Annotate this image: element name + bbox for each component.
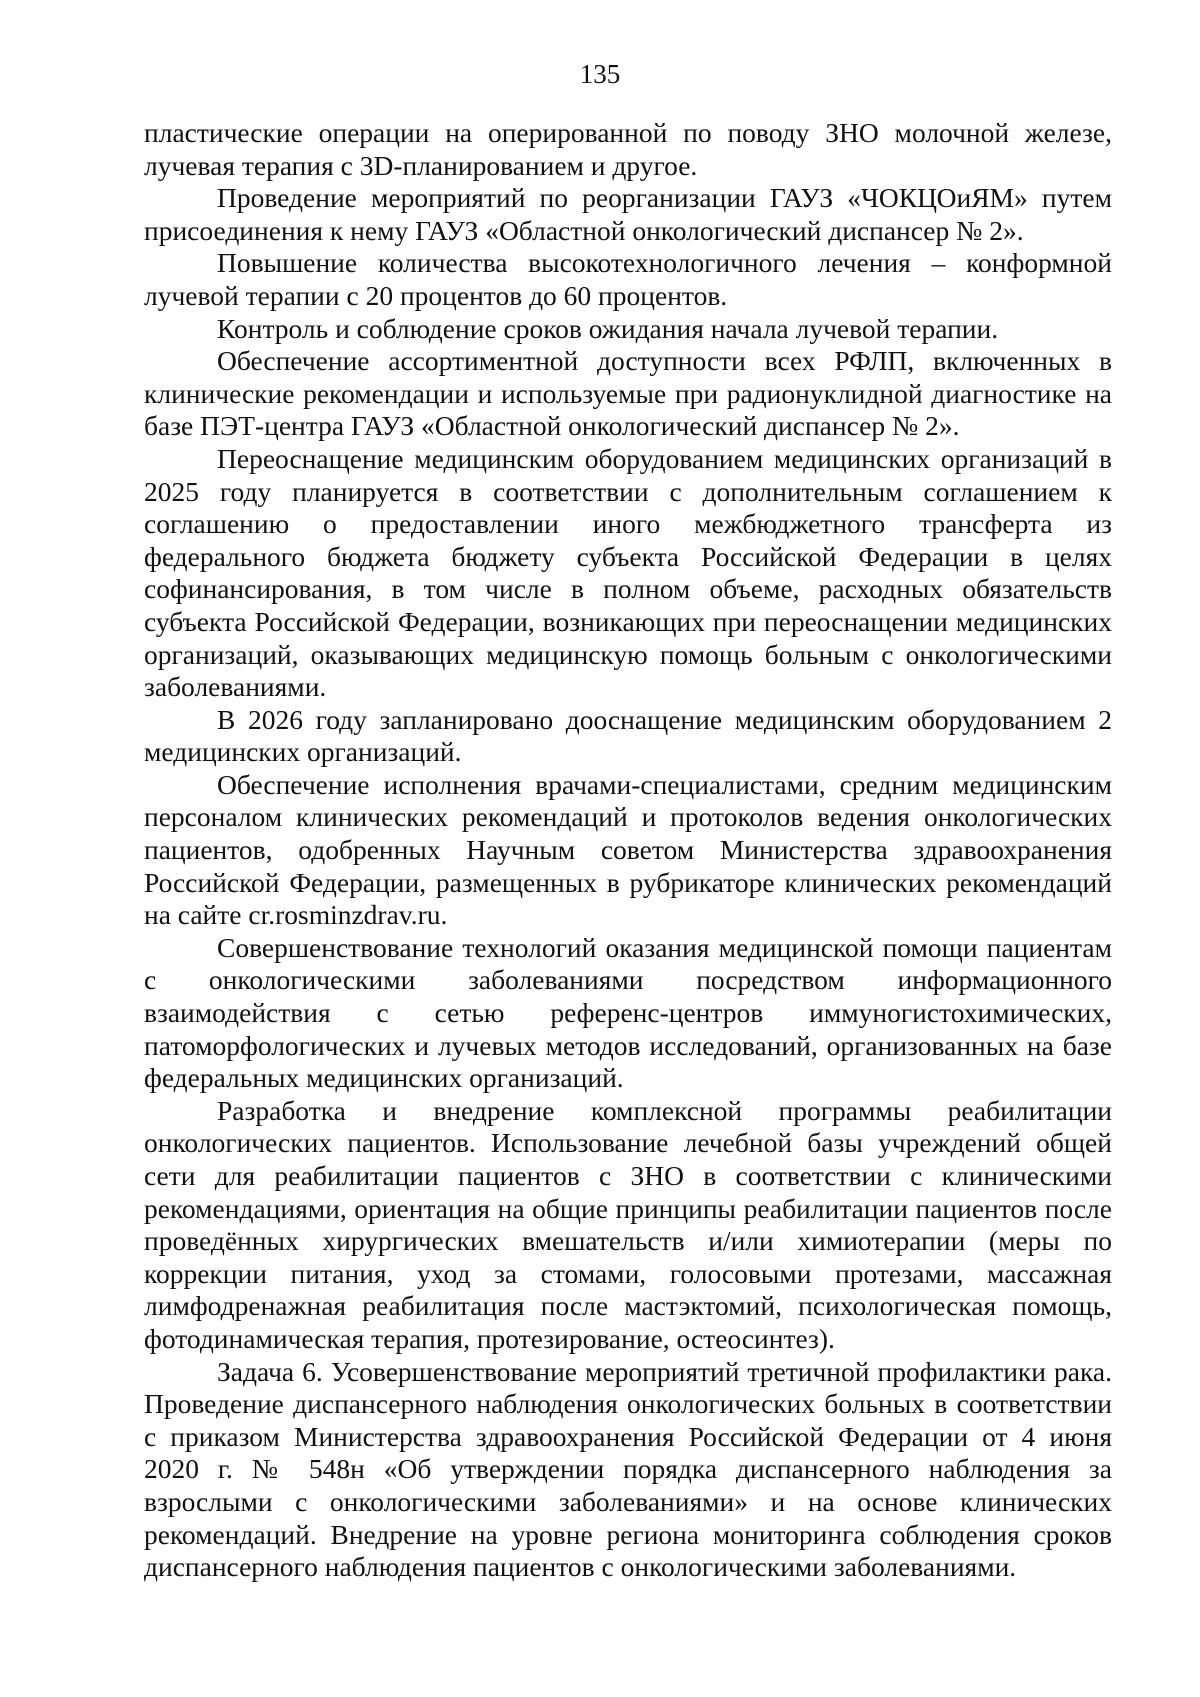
paragraph-rehabilitation-program: Разработка и внедрение комплексной программы реабилитации онкологических пациентов. Использование лечебной базы учреждений общей сети для реабилитации пациентов с ЗНО в соответствии с клиническими рекомендациями, ориентация на общие принципы реабилитации пациентов после проведённых хирургических вмешательств и/или химиотерапии (меры по коррекции питания, уход за стомами, голосовыми протезами, массажная лимфодренажная реабилитация после мастэктомий, психологическая помощь, фотодинамическая терапия, протезирование, остеосинтез). — [144, 1094, 1112, 1354]
paragraph-waiting-time-control: Контроль и соблюдение сроков ожидания начала лучевой терапии. — [217, 312, 999, 344]
page-number: 135 — [579, 59, 621, 89]
paragraph-clinical-guidelines: Обеспечение исполнения врачами-специалистами, средним медицинским персоналом клинических рекомендаций и протоколов ведения онкологических пациентов, одобренных Научным советом Министерства здравоохранения Российской Федерации, размещенных в рубрикаторе клинических рекомендаций на сайте cr.rosminzdrav.ru. — [144, 768, 1112, 931]
paragraph-continuation: пластические операции на оперированной по поводу ЗНО молочной железе, лучевая терапия с 3D-планированием и другое. — [144, 117, 1112, 181]
paragraph-reference-centers: Совершенствование технологий оказания медицинской помощи пациентам с онкологическими заболеваниями посредством информационного взаимодействия с сетью референс-центров иммуногистохимических, патоморфологических и лучевых методов исследований, организованных на базе федеральных медицинских организаций. — [144, 931, 1112, 1094]
paragraph-radiation-therapy-increase: Повышение количества высокотехнологичного лечения – конформной лучевой терапии с 20 процентов до 60 процентов. — [144, 247, 1112, 311]
paragraph-task-6: Задача 6. Усовершенствование мероприятий третичной профилактики рака. Проведение диспансерного наблюдения онкологических больных в соответствии с приказом Министерства здравоохранения Российской Федерации от 4 июня 2020 г. № 548н «Об утверждении порядка диспансерного наблюдения за взрослыми с онкологическими заболеваниями» и на основе клинических рекомендаций. Внедрение на уровне региона мониторинга соблюдения сроков диспансерного наблюдения пациентов с онкологическими заболеваниями. — [144, 1355, 1112, 1583]
document-body — [144, 117, 1112, 1584]
paragraph-equipment-2026: В 2026 году запланировано дооснащение медицинским оборудованием 2 медицинских организаций. — [144, 703, 1112, 768]
paragraph-reorganization: Проведение мероприятий по реорганизации ГАУЗ «ЧОКЦОиЯМ» путем присоединения к нему ГАУЗ «Областной онкологический диспансер № 2». — [144, 182, 1112, 246]
paragraph-rflp-availability: Обеспечение ассортиментной доступности всех РФЛП, включенных в клинические рекомендации и используемые при радионуклидной диагностике на базе ПЭТ-центра ГАУЗ «Областной онкологический диспансер № 2». — [144, 345, 1112, 442]
paragraph-equipment-2025: Переоснащение медицинским оборудованием медицинских организаций в 2025 году планируется в соответствии с дополнительным соглашением к соглашению о предоставлении иного межбюджетного трансферта из федерального бюджета бюджету субъекта Российской Федерации в целях софинансирования, в том числе в полном объеме, расходных обязательств субъекта Российской Федерации, возникающих при переоснащении медицинских организаций, оказывающих медицинскую помощь больным с онкологическими заболеваниями. — [144, 442, 1112, 703]
